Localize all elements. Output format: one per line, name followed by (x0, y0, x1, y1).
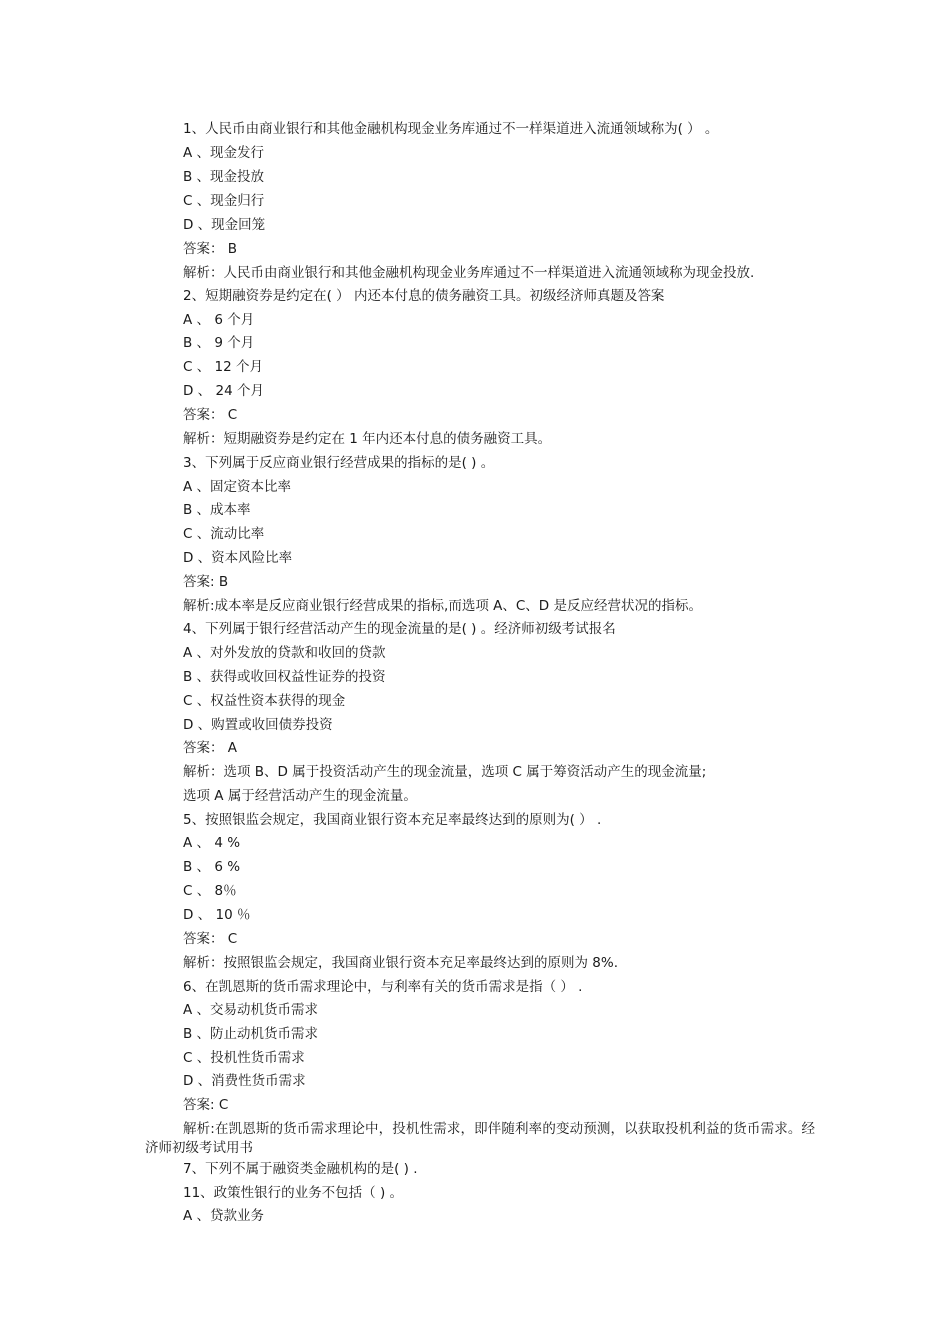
question-4-option-d: D 、购置或收回债券投资 (183, 717, 333, 733)
question-4-stem: 4、下列属于银行经营活动产生的现金流量的是( ) 。经济师初级考试报名 (183, 621, 616, 637)
question-3-option-a: A 、固定资本比率 (183, 479, 292, 495)
question-5-option-a: A 、 4 % (183, 835, 241, 851)
question-3-option-d: D 、资本风险比率 (183, 550, 293, 566)
question-1-option-c: C 、现金归行 (183, 193, 265, 209)
question-1-answer: 答案： B (183, 241, 238, 257)
question-4-option-a: A 、对外发放的贷款和收回的贷款 (183, 645, 386, 661)
question-6-option-b: B 、防止动机货币需求 (183, 1026, 319, 1042)
question-2-explanation: 解析：短期融资券是约定在 1 年内还本付息的债务融资工具。 (183, 431, 552, 447)
question-3-answer: 答案: B (183, 574, 229, 590)
question-11-stem: 11、政策性银行的业务不包括（ ) 。 (183, 1185, 404, 1201)
question-1-explanation: 解析：人民币由商业银行和其他金融机构现金业务库通过不一样渠道进入流通领域称为现金投放. (183, 265, 755, 281)
question-3-option-c: C 、流动比率 (183, 526, 265, 542)
question-5-explanation: 解析：按照银监会规定，我国商业银行资本充足率最终达到的原则为 8%. (183, 955, 618, 971)
question-2-option-b: B 、 9 个月 (183, 335, 255, 351)
question-1-option-b: B 、现金投放 (183, 169, 265, 185)
question-2-option-d: D 、 24 个月 (183, 383, 264, 399)
question-5-option-c: C 、 8％ (183, 883, 237, 899)
question-4-option-c: C 、权益性资本获得的现金 (183, 693, 346, 709)
question-6-option-c: C 、投机性货币需求 (183, 1050, 305, 1066)
question-2-option-a: A 、 6 个月 (183, 312, 255, 328)
question-6-option-a: A 、交易动机货币需求 (183, 1002, 319, 1018)
question-6-option-d: D 、消费性货币需求 (183, 1073, 306, 1089)
question-1-option-d: D 、现金回笼 (183, 217, 266, 233)
question-5-option-d: D 、 10 ％ (183, 907, 251, 923)
question-6-answer: 答案: C (183, 1097, 229, 1113)
question-4-explanation-cont: 选项 A 属于经营活动产生的现金流量。 (183, 788, 417, 804)
question-2-option-c: C 、 12 个月 (183, 359, 263, 375)
question-4-option-b: B 、获得或收回权益性证券的投资 (183, 669, 386, 685)
question-5-stem: 5、按照银监会规定，我国商业银行资本充足率最终达到的原则为( ） . (183, 812, 602, 828)
question-6-stem: 6、在凯恩斯的货币需求理论中，与利率有关的货币需求是指（ ） . (183, 979, 583, 995)
question-7-stem: 7、下列不属于融资类金融机构的是( ) . (183, 1161, 418, 1177)
question-2-stem: 2、短期融资券是约定在( ） 内还本付息的债务融资工具。初级经济师真题及答案 (183, 288, 665, 304)
question-3-explanation: 解析:成本率是反应商业银行经营成果的指标,而选项 A、C、D 是反应经营状况的指标。 (183, 598, 702, 614)
question-3-stem: 3、下列属于反应商业银行经营成果的指标的是( ) 。 (183, 455, 495, 471)
question-4-explanation: 解析：选项 B、D 属于投资活动产生的现金流量，选项 C 属于筹资活动产生的现金流量; (183, 764, 707, 780)
question-5-option-b: B 、 6 % (183, 859, 241, 875)
question-2-answer: 答案： C (183, 407, 238, 423)
question-5-answer: 答案： C (183, 931, 238, 947)
question-1-stem: 1、人民币由商业银行和其他金融机构现金业务库通过不一样渠道进入流通领域称为( ） 。 (183, 121, 719, 137)
question-4-answer: 答案： A (183, 740, 238, 756)
question-3-option-b: B 、成本率 (183, 502, 251, 518)
question-11-option-a: A 、贷款业务 (183, 1208, 265, 1224)
question-1-option-a: A 、现金发行 (183, 145, 265, 161)
question-6-explanation: 解析:在凯恩斯的货币需求理论中，投机性需求，即伴随利率的变动预测，以获取投机利益的货币需求。经济师初级考试用书 (145, 1121, 815, 1156)
